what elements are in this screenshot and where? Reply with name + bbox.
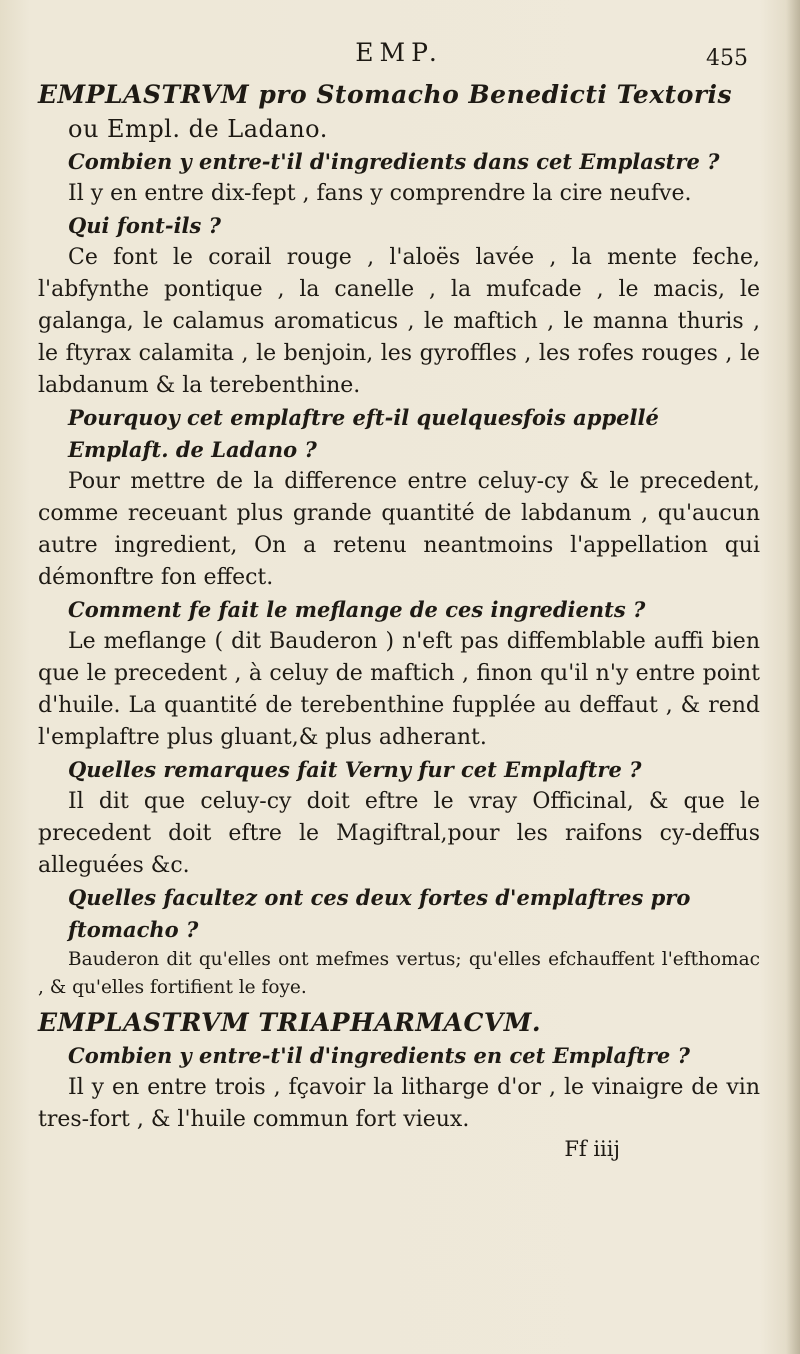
running-head [38, 38, 760, 78]
question-3: Pourquoy cet emplaftre eft-il quelquesfois appellé Emplaft. de Ladano ? [68, 405, 659, 462]
answer-5: Il dit que celuy-cy doit eftre le vray Officinal, & que le precedent doit eftre le Magiftral,pour les raifons cy-deffus alleguées &c. [38, 789, 760, 878]
answer-2: Ce font le corail rouge , l'aloës lavée , la mente feche, l'abfynthe pontique , la canelle , la mufcade , le macis, le galanga, le calamus aromaticus , le maftich , le manna thuris , le ftyrax calamita , le benjoin, les gyroffles , les rofes rouges , le labdanum & la terebenthine. [38, 245, 760, 398]
answer-6: Bauderon dit qu'elles ont mefmes vertus; qu'elles efchauffent l'efthomac , & qu'elles fortifient le foye. [38, 949, 760, 998]
question-1: Combien y entre-t'il d'ingredients dans cet Emplastre ? [68, 149, 720, 174]
answer-4: Le meflange ( dit Bauderon ) n'eft pas diffemblable auffi bien que le precedent , à celuy de maftich , finon qu'il n'y entre point d'huile. La quantité de terebenthine fupplée au deffaut , & rend l'emplaftre plus gluant,& plus adherant. [38, 629, 760, 750]
signature-mark: Ff iiij [564, 1137, 620, 1161]
answer-1: Il y en entre dix-fept , fans y comprendre la cire neufve. [68, 181, 692, 206]
section-heading-1: EMPLASTRVM pro Stomacho Benedicti Textoris [38, 80, 733, 109]
section-heading-2: EMPLASTRVM TRIAPHARMACVM. [38, 1008, 542, 1037]
section-heading-1-sub: ou Empl. de Ladano. [68, 115, 328, 143]
question-5: Quelles remarques fait Verny fur cet Emplaftre ? [68, 757, 642, 782]
question-2: Qui font-ils ? [68, 213, 221, 238]
page-edge-shadow [786, 0, 800, 1354]
page-number: 455 [706, 46, 748, 71]
running-head-title: EMP. [355, 38, 443, 67]
question-7: Combien y entre-t'il d'ingredients en cet Emplaftre ? [68, 1043, 690, 1068]
answer-3: Pour mettre de la difference entre celuy-cy & le precedent, comme receuant plus grande quantité de labdanum , qu'aucun autre ingredient, On a retenu neantmoins l'appellation qui démonftre fon effect. [38, 469, 760, 590]
question-6: Quelles facultez ont ces deux fortes d'emplaftres pro ftomacho ? [68, 885, 691, 942]
question-4: Comment fe fait le meflange de ces ingredients ? [68, 597, 646, 622]
answer-7: Il y en entre trois , fçavoir la litharge d'or , le vinaigre de vin tres-fort , & l'huile commun fort vieux. [38, 1075, 760, 1132]
